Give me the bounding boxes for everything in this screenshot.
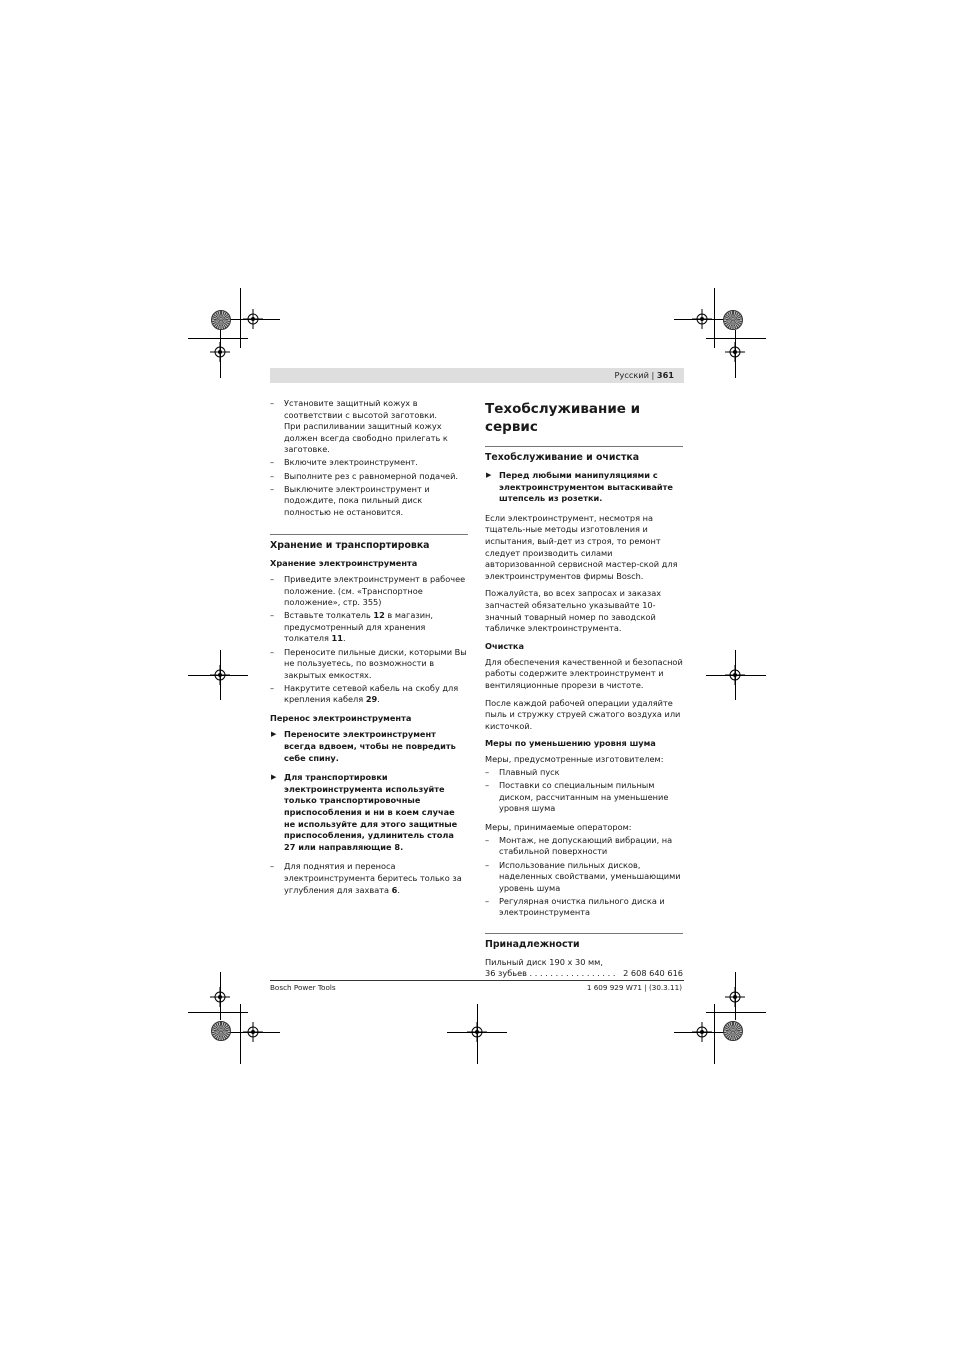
warning-text: Для транспортировки электроинструмента используйте только транспортировочные приспособления и ни в коем случае не используйте для этого защитные приспособления, удлинитель стола 27 или направляющие 8. [284, 772, 458, 852]
paragraph: Если электроинструмент, несмотря на тщатель-ные методы изготовления и испытания, вый-дет из строя, то ремонт следует производить силами авторизованной сервисной мастер-ской для электроинструментов фирмы Bosch. [485, 512, 678, 581]
footer-divider [270, 980, 684, 981]
noise-manufacturer-list [485, 767, 683, 815]
arrow-right-icon: ▶ [271, 773, 277, 782]
intro-list [270, 398, 468, 518]
arrow-right-icon: ▶ [486, 471, 492, 479]
list-item [270, 610, 468, 645]
list-item: – Регулярная очистка пильного диска и электроинструмента [485, 896, 683, 919]
storage-heading: Хранение и транспортировка [270, 534, 468, 552]
transport-warnings [270, 729, 468, 853]
accessory-teeth: 36 зубьев . . . . . . . . . . . . . . . . . [485, 968, 616, 979]
item-text: . [342, 633, 346, 644]
list-item [270, 574, 468, 609]
list-item: – Выключите электроинструмент и подождите, пока пильный диск полностью не остановится. [270, 484, 468, 519]
footer-brand: Bosch Power Tools [270, 983, 336, 992]
list-item: – Поставки со специальным пильным диском, рассчитанным на уменьшение уровня шума [485, 780, 683, 815]
page-header [270, 368, 684, 383]
item-text: . [377, 694, 380, 705]
registration-target-icon [725, 665, 745, 685]
main-heading: Техобслуживание и сервис [485, 401, 641, 435]
paragraph: Меры, принимаемые оператором: [485, 822, 632, 833]
list-item: – Плавный пуск [485, 767, 683, 779]
noise-operator-list [485, 835, 683, 919]
maintenance-heading: Техобслуживание и очистка [485, 446, 683, 464]
item-text: Накрутите сетевой кабель на скобу для крепления кабеля [284, 682, 459, 705]
item-text: в магазин, предусмотренный для хранения толкателя [284, 610, 434, 644]
registration-target-icon [243, 309, 263, 329]
list-item [270, 647, 468, 682]
accessory-number: 2 608 640 616 [623, 968, 683, 979]
registration-target-icon [210, 665, 230, 685]
color-wheel-icon [723, 310, 743, 330]
list-item: – Использование пильных дисков, наделенных свойствами, уменьшающими уровень шума [485, 860, 683, 895]
paragraph: Пожалуйста, во всех запросах и заказах запчастей обязательно указывайте 10-значный товарный номер по заводской табличке электроинструмента. [485, 588, 662, 634]
list-item [270, 861, 468, 896]
paragraph: Для обеспечения качественной и безопасной работы содержите электроинструмент и вентиляционные прорези в чистоте. [485, 656, 683, 690]
cleaning-heading: Очистка [485, 640, 524, 651]
item-text: Вставьте толкатель [284, 610, 374, 621]
color-wheel-icon [723, 1021, 743, 1041]
list-item [270, 683, 468, 706]
paragraph: После каждой рабочей операции удаляйте пыль и стружку струей сжатого воздуха или кисточкой. [485, 697, 681, 731]
item-text: Переносите пильные диски, которыми Вы не пользуетесь, по возможности в закрытых емкостях. [284, 646, 467, 680]
page-number: 361 [656, 370, 674, 380]
registration-target-icon [725, 342, 745, 362]
item-ref: 11 [331, 633, 343, 644]
registration-target-icon [467, 1022, 487, 1042]
footer-doc-id: 1 609 929 W71 | (30.3.11) [586, 983, 682, 992]
storage-subheading: Хранение электроинструмента [270, 557, 418, 568]
accessory-row [485, 968, 683, 980]
warning-text: Перед любыми манипуляциями с электроинструментом вытаскивайте штепсель из розетки. [499, 470, 673, 504]
color-wheel-icon [211, 310, 231, 330]
accessories-heading: Принадлежности [485, 933, 683, 951]
transport-list [270, 861, 468, 896]
header-separator: | [651, 370, 655, 380]
registration-target-icon [725, 987, 745, 1007]
header-text [615, 369, 674, 382]
item-ref: 12 [373, 610, 385, 621]
color-wheel-icon [211, 1021, 231, 1041]
list-item: – Установите защитный кожух в соответствии с высотой заготовки. При распиливании защитный кожух должен всегда свободно прилегать к заготовке. [270, 398, 468, 456]
right-column [485, 398, 683, 980]
transport-subheading: Перенос электроинструмента [270, 713, 412, 724]
registration-target-icon [210, 987, 230, 1007]
list-item: – Выполните рез с равномерной подачей. [270, 471, 468, 483]
arrow-right-icon: ▶ [271, 730, 277, 739]
registration-target-icon [692, 309, 712, 329]
warning-item [270, 729, 468, 764]
noise-heading: Меры по уменьшению уровня шума [485, 738, 656, 749]
paragraph: Меры, предусмотренные изготовителем: [485, 754, 664, 765]
registration-target-icon [210, 342, 230, 362]
item-text: Приведите электроинструмент в рабочее положение. (см. «Транспортное положение», стр. 355) [284, 573, 466, 608]
registration-target-icon [692, 1022, 712, 1042]
storage-list [270, 574, 468, 706]
registration-target-icon [243, 1022, 263, 1042]
list-item: – Монтаж, не допускающий вибрации, на стабильной поверхности [485, 835, 683, 858]
item-ref: 6 [391, 884, 398, 895]
warning-item [485, 470, 683, 505]
accessory-entry [485, 957, 683, 980]
item-ref: 29 [365, 694, 378, 705]
warning-text: Переносите электроинструмент всегда вдвоем, чтобы не повредить себе спину. [284, 729, 456, 763]
item-text: Для поднятия и переноса электроинструмента беритесь только за углубления для захвата [284, 861, 462, 895]
maintenance-warnings [485, 470, 683, 505]
item-text: . [397, 884, 400, 895]
header-language: Русский [614, 370, 649, 380]
warning-item [270, 772, 468, 853]
left-column [270, 398, 468, 898]
list-item: – Включите электроинструмент. [270, 457, 468, 469]
accessory-description: Пильный диск 190 x 30 мм, [485, 956, 603, 967]
